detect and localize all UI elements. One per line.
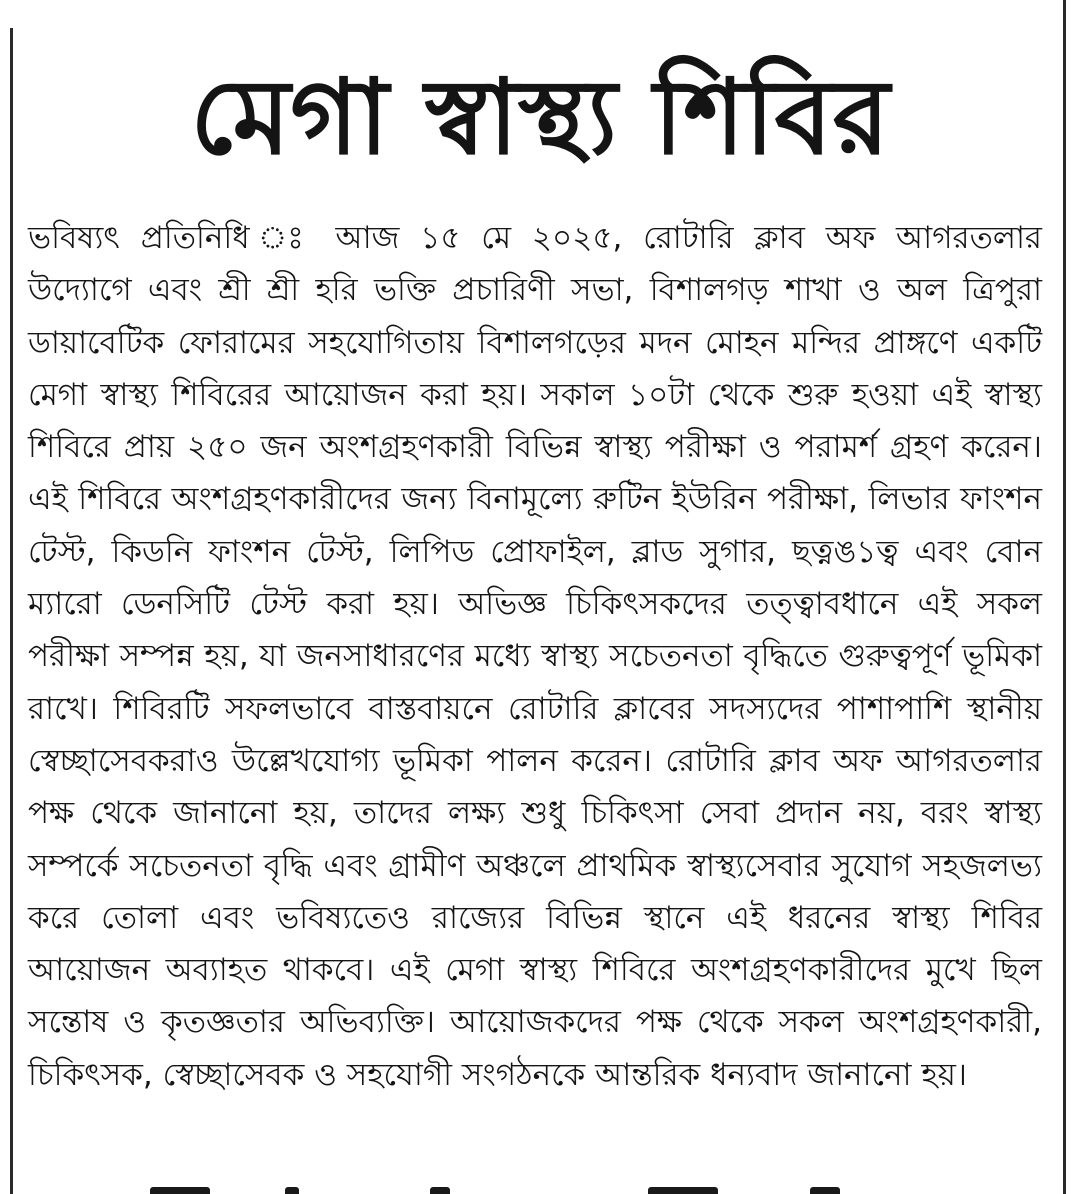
cutoff-glyph-fragment	[430, 1187, 450, 1194]
article-headline: মেগা স্বাস্থ্য শিবির	[190, 56, 890, 178]
cutoff-glyph-fragment	[810, 1187, 840, 1194]
cutoff-glyph-fragment	[648, 1187, 718, 1194]
cutoff-glyph-fragment	[285, 1187, 299, 1194]
right-column-rule	[1063, 0, 1066, 1194]
cutoff-glyph-fragment	[150, 1187, 210, 1194]
article-body: ভবিষ্যৎ প্রতিনিধি ঃ আজ ১৫ মে ২০২৫, রোটারি ক্লাব অফ আগরতলার উদ্যোগে এবং শ্রী শ্রী হরি ভক্তি প্রচারিণী সভা, বিশালগড় শাখা ও অল ত্রিপুরা ডায়াবেটিক ফোরামের সহযোগিতায় বিশালগড়ের মদন মোহন মন্দির প্রাঙ্গণে একটি মেগা স্বাস্থ্য শিবিরের আয়োজন করা হয়। সকাল ১০টা থেকে শুরু হওয়া এই স্বাস্থ্য শিবিরে প্রায় ২৫০ জন অংশগ্রহণকারী বিভিন্ন স্বাস্থ্য পরীক্ষা ও পরামর্শ গ্রহণ করেন। এই শিবিরে অংশগ্রহণকারীদের জন্য বিনামূল্যে রুটিন ইউরিন পরীক্ষা, লিভার ফাংশন টেস্ট, কিডনি ফাংশন টেস্ট, লিপিড প্রোফাইল, ব্লাড সুগার, ছত্নঙ১ত্ব এবং বোন ম্যারো ডেনসিটি টেস্ট করা হয়। অভিজ্ঞ চিকিৎসকদের তত্ত্বাবধানে এই সকল পরীক্ষা সম্পন্ন হয়, যা জনসাধারণের মধ্যে স্বাস্থ্য সচেতনতা বৃদ্ধিতে গুরুত্বপূর্ণ ভূমিকা রাখে। শিবিরটি সফলভাবে বাস্তবায়নে রোটারি ক্লাবের সদস্যদের পাশাপাশি স্থানীয় স্বেচ্ছাসেবকরাও উল্লেখযোগ্য ভূমিকা পালন করেন। রোটারি ক্লাব অফ আগরতলার পক্ষ থেকে জানানো হয়, তাদের লক্ষ্য শুধু চিকিৎসা সেবা প্রদান নয়, বরং স্বাস্থ্য সম্পর্কে সচেতনতা বৃদ্ধি এবং গ্রামীণ অঞ্চলে প্রাথমিক স্বাস্থ্যসেবার সুযোগ সহজলভ্য করে তোলা এবং ভবিষ্যতেও রাজ্যের বিভিন্ন স্থানে এই ধরনের স্বাস্থ্য শিবির আয়োজন অব্যাহত থাকবে। এই মেগা স্বাস্থ্য শিবিরে অংশগ্রহণকারীদের মুখে ছিল সন্তোষ ও কৃতজ্ঞতার অভিব্যক্তি। আয়োজকদের পক্ষ থেকে সকল অংশগ্রহণকারী, চিকিৎসক, স্বেচ্ছাসেবক ও সহযোগী সংগঠনকে আন্তরিক ধন্যবাদ জানানো হয়।	[28, 220, 1042, 1093]
left-column-rule	[10, 28, 13, 1194]
next-article-cutoff	[0, 1183, 1079, 1194]
